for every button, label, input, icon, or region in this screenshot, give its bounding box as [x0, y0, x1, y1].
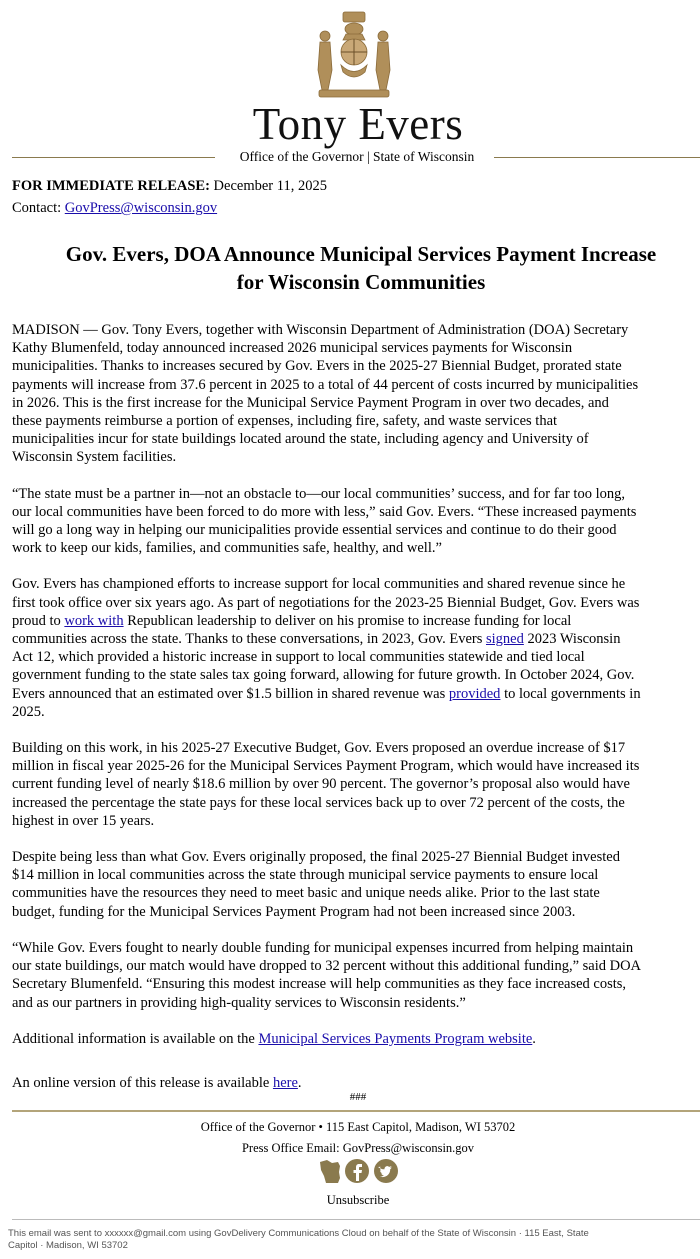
- p4-line: current funding level of nearly $18.6 million by over 90 percent. The governor’s proposal also would have: [12, 776, 630, 793]
- paragraph-3: [12, 575, 700, 721]
- wisconsin-seal-icon: [313, 10, 395, 102]
- social-icons: [318, 1158, 402, 1186]
- p5-line: Despite being less than what Gov. Evers originally proposed, the final 2025-27 Biennial Budget invested: [12, 849, 620, 866]
- p3-line: Gov. Evers has championed efforts to increase support for local communities and shared revenue since he: [12, 576, 626, 593]
- p8-text: .: [297, 1074, 302, 1091]
- wisconsin-state-icon[interactable]: [320, 1160, 340, 1183]
- p7-text: .: [532, 1030, 536, 1047]
- disclaimer-line-2: Capitol · Madison, WI 53702: [8, 1240, 128, 1251]
- signed-link[interactable]: signed: [485, 631, 524, 648]
- p3-text: Evers announced that an estimated over $1.5 billion in shared revenue was: [12, 685, 449, 702]
- p5-line: $14 million in local communities across the state through municipal service payments to ensure local: [12, 867, 599, 884]
- paragraph-8: [12, 1074, 700, 1092]
- p1-line: payments will increase from 37.6 percent in 2025 to a total of 44 percent of costs incurred by municipalities: [12, 376, 639, 393]
- p3-text: to local governments in: [500, 685, 641, 702]
- p1-line: municipalities. Thanks to increases secured by Gov. Evers in the 2025-27 Biennial Budget, prorated state: [12, 358, 622, 375]
- release-date: December 11, 2025: [213, 178, 327, 194]
- paragraph-4: [12, 739, 700, 830]
- p3-line: 2025.: [12, 703, 45, 720]
- delivery-disclaimer: [8, 1228, 648, 1252]
- release-line: [12, 175, 700, 197]
- unsubscribe-link[interactable]: Unsubscribe: [326, 1193, 390, 1207]
- governor-name: Tony Evers: [252, 99, 464, 149]
- header-rule-left: [12, 157, 215, 158]
- contact-email-link[interactable]: GovPress@wisconsin.gov: [64, 200, 218, 216]
- p3-line: first took office over six years ago. As part of negotiations for the 2023-25 Biennial Budget, Gov. Evers was: [12, 594, 640, 611]
- p3-line: government funding to the state sales tax going forward, allowing for future growth. In October 2024, Gov.: [12, 667, 635, 684]
- p5-line: budget, funding for the Municipal Services Payment Program had not been increased since 2003.: [12, 903, 576, 920]
- p6-line: and as our partners in providing high-quality services to Wisconsin residents.”: [12, 994, 466, 1011]
- header-rule-right: [494, 157, 700, 158]
- p6-line: Secretary Blumenfeld. “Ensuring this modest increase will help communities as they face increased costs,: [12, 976, 627, 993]
- p1-line: municipalities incur for state buildings located around the state, including agency and University of: [12, 431, 589, 448]
- facebook-icon[interactable]: [345, 1159, 369, 1183]
- twitter-icon[interactable]: [374, 1159, 398, 1183]
- end-mark: ###: [349, 1091, 367, 1103]
- paragraph-5: [12, 848, 700, 921]
- paragraph-7: [12, 1030, 700, 1048]
- program-website-link[interactable]: Municipal Services Payments Program website: [258, 1030, 533, 1047]
- footer-rule: [12, 1110, 700, 1112]
- p1-line: in 2026. This is the first increase for the Municipal Service Payment Program in over two decades, and: [12, 394, 609, 411]
- p4-line: million in fiscal year 2025-26 for the Municipal Services Payment Program, which would have increased its: [12, 758, 640, 775]
- release-meta: [12, 175, 700, 219]
- disclaimer-line-1: This email was sent to xxxxxx@gmail.com using GovDelivery Communications Cloud on behalf of the State of Wisconsin · 115 East, State: [8, 1228, 589, 1239]
- contact-line: [12, 197, 700, 219]
- p3-text: communities across the state. Thanks to these conversations, in 2023, Gov. Evers: [12, 631, 486, 648]
- p3-line: Act 12, which provided a historic increase in support to local communities statewide and tied local: [12, 649, 585, 666]
- provided-link[interactable]: provided: [448, 685, 501, 702]
- p7-text: Additional information is available on the: [12, 1030, 259, 1047]
- footer-address: Office of the Governor • 115 East Capitol, Madison, WI 53702: [200, 1120, 516, 1134]
- p4-line: Building on this work, in his 2025-27 Executive Budget, Gov. Evers proposed an overdue increase of $17: [12, 740, 626, 757]
- paragraph-2: [12, 485, 700, 558]
- p4-line: increased the percentage the state pays for these local services back up to over 72 percent of the costs, the: [12, 794, 625, 811]
- release-label: FOR IMMEDIATE RELEASE:: [12, 178, 210, 194]
- bottom-rule: [12, 1219, 700, 1220]
- p2-line: will go a long way in helping our municipalities provide essential services and continue to do their good: [12, 522, 617, 539]
- article-body: [12, 321, 700, 1110]
- p3-text: Republican leadership to deliver on his promise to increase funding for local: [123, 612, 572, 629]
- p1-line: Kathy Blumenfeld, today announced increased 2026 municipal services payments for Wisconsin: [12, 340, 573, 357]
- p2-line: work to keep our kids, families, and communities safe, healthy, and well.”: [12, 540, 442, 557]
- office-line: Office of the Governor | State of Wisconsin: [239, 149, 475, 164]
- paragraph-6: [12, 939, 700, 1012]
- p2-line: our local communities have been forced to do more with less,” said Gov. Evers. “These increased payments: [12, 503, 637, 520]
- p2-line: “The state must be a partner in—not an obstacle to—our local communities’ success, and for far too long,: [12, 485, 625, 502]
- header: [0, 0, 700, 170]
- p6-line: “While Gov. Evers fought to nearly double funding for municipal expenses incurred from helping maintain: [12, 939, 634, 956]
- headline: [12, 240, 700, 296]
- p8-text: An online version of this release is available: [12, 1074, 273, 1091]
- p5-line: communities have the resources they need to meet basic and unique needs alike. Prior to the last state: [12, 885, 600, 902]
- p3-text: proud to: [12, 612, 65, 629]
- paragraph-1: [12, 321, 700, 467]
- footer-press-email: Press Office Email: GovPress@wisconsin.gov: [241, 1141, 475, 1155]
- p1-line: these payments reimburse a portion of expenses, including fire, safety, and waste services that: [12, 413, 558, 430]
- online-version-link[interactable]: here: [272, 1074, 298, 1091]
- headline-line-1: Gov. Evers, DOA Announce Municipal Services Payment Increase: [65, 242, 657, 266]
- p1-line: Wisconsin System facilities.: [12, 449, 177, 466]
- contact-label: Contact:: [12, 200, 62, 216]
- p1-line: MADISON — Gov. Tony Evers, together with Wisconsin Department of Administration (DOA) Secretary: [12, 322, 629, 338]
- headline-line-2: for Wisconsin Communities: [236, 270, 486, 294]
- p3-text: 2023 Wisconsin: [523, 631, 621, 648]
- work-with-link[interactable]: work with: [64, 612, 124, 629]
- p6-line: our state buildings, our match would have dropped to 32 percent without this additional funding,” said DOA: [12, 958, 642, 975]
- p4-line: highest in over 15 years.: [12, 812, 155, 829]
